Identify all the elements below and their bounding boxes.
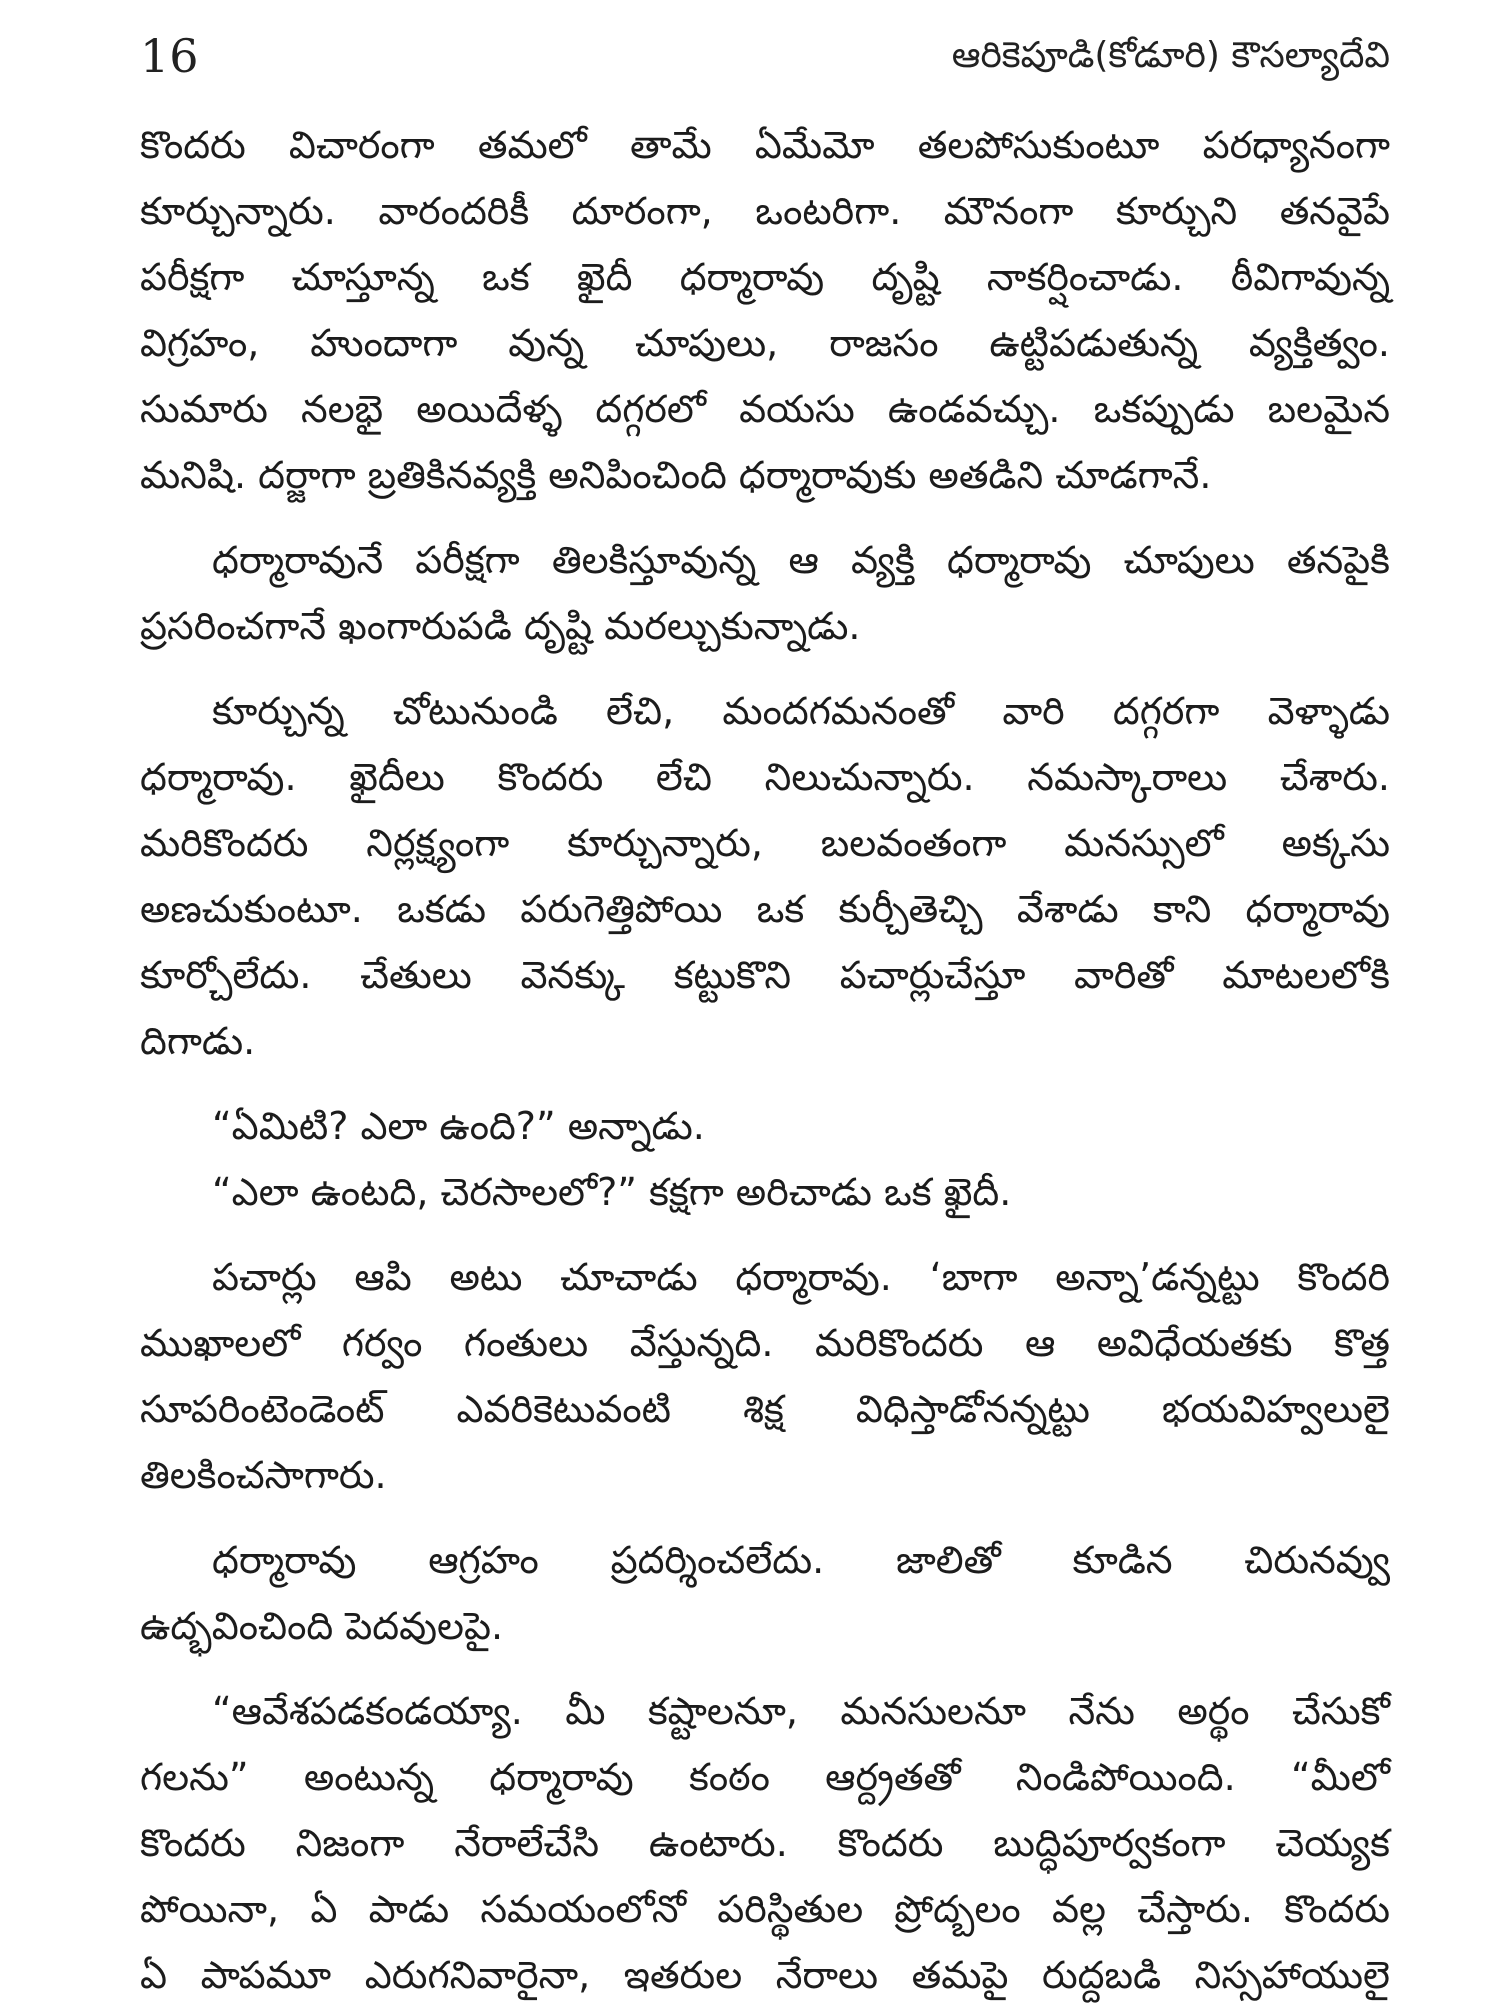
text-line: కూర్చోలేదు. చేతులు వెనక్కు కట్టుకొని పచార్లుచేస్తూ వారితో మాటలలోకి	[140, 953, 1390, 997]
text-line: “ఎలా ఉంటది, చెరసాలలో?” కక్షగా అరిచాడు ఒక ఖైదీ.	[212, 1170, 1012, 1214]
text-line: గలను” అంటున్న ధర్మారావు కంఠం ఆర్ద్రతతో నిండిపోయింది. “మీలో	[140, 1755, 1390, 1799]
page-number: 16	[140, 29, 199, 83]
text-line: విగ్రహం, హుందాగా వున్న చూపులు, రాజసం ఉట్టిపడుతున్న వ్యక్తిత్వం.	[140, 321, 1390, 365]
text-line: ముఖాలలో గర్వం గంతులు వేస్తున్నది. మరికొందరు ఆ అవిధేయతకు కొత్త	[140, 1321, 1390, 1365]
text-line: ఏ పాపమూ ఎరుగనివారైనా, ఇతరుల నేరాలు తమపై రుద్దబడి నిస్సహాయులై	[140, 1953, 1390, 1997]
text-line: పరీక్షగా చూస్తూన్న ఒక ఖైదీ ధర్మారావు దృష్టి నాకర్షించాడు. ఠీవిగావున్న	[140, 255, 1390, 299]
text-line: ప్రసరించగానే ఖంగారుపడి దృష్టి మరల్చుకున్నాడు.	[140, 604, 861, 648]
paragraph	[140, 1159, 1390, 1225]
text-line: ధర్మారావు. ఖైదీలు కొందరు లేచి నిలుచున్నారు. నమస్కారాలు చేశారు.	[140, 755, 1390, 799]
text-line: “ఆవేశపడకండయ్యా. మీ కష్టాలనూ, మనసులనూ నేను అర్థం చేసుకో	[212, 1689, 1390, 1733]
text-line: సూపరింటెండెంట్ ఎవరికెటువంటి శిక్ష విధిస్తాడోనన్నట్టు భయవిహ్వలులై	[140, 1387, 1390, 1431]
running-head: ఆరికెపూడి(కోడూరి) కౌసల్యాదేవి	[951, 35, 1390, 76]
text-line: అణచుకుంటూ. ఒకడు పరుగెత్తిపోయి ఒక కుర్చీతెచ్చి వేశాడు కాని ధర్మారావు	[140, 887, 1390, 931]
text-line: పోయినా, ఏ పాడు సమయంలోనో పరిస్థితుల ప్రోద్బలం వల్ల చేస్తారు. కొందరు	[140, 1887, 1390, 1931]
text-line: కూర్చున్న చోటునుండి లేచి, మందగమనంతో వారి దగ్గరగా వెళ్ళాడు	[212, 689, 1390, 733]
text-line: ఉద్భవించింది పెదవులపై.	[140, 1604, 504, 1648]
paragraph	[140, 1093, 1390, 1159]
paragraph	[140, 527, 1390, 659]
body-text	[140, 112, 1390, 2008]
paragraph	[140, 678, 1390, 1074]
text-line: పచార్లు ఆపి అటు చూచాడు ధర్మారావు. ‘బాగా అన్నా’డన్నట్టు కొందరి	[212, 1255, 1390, 1299]
text-line: తిలకించసాగారు.	[140, 1453, 387, 1497]
text-line: ధర్మారావునే పరీక్షగా తిలకిస్తూవున్న ఆ వ్యక్తి ధర్మారావు చూపులు తనపైకి	[212, 538, 1390, 582]
text-line: మరికొందరు నిర్లక్ష్యంగా కూర్చున్నారు, బలవంతంగా మనస్సులో అక్కసు	[140, 821, 1390, 865]
text-line: కొందరు విచారంగా తమలో తామే ఏమేమో తలపోసుకుంటూ పరధ్యానంగా	[140, 123, 1390, 167]
paragraph	[140, 1244, 1390, 1508]
text-line: కూర్చున్నారు. వారందరికీ దూరంగా, ఒంటరిగా. మౌనంగా కూర్చుని తనవైపే	[140, 189, 1390, 233]
paragraph	[140, 112, 1390, 508]
page-header	[140, 20, 1390, 90]
text-line: సుమారు నలభై అయిదేళ్ళ దగ్గరలో వయసు ఉండవచ్చు. ఒకప్పుడు బలమైన	[140, 387, 1390, 431]
paragraph	[140, 1678, 1390, 2008]
text-line: కొందరు నిజంగా నేరాలేచేసి ఉంటారు. కొందరు బుద్ధిపూర్వకంగా చెయ్యక	[140, 1821, 1390, 1865]
text-line: మనిషి. దర్జాగా బ్రతికినవ్యక్తి అనిపించింది ధర్మారావుకు అతడిని చూడగానే.	[140, 453, 1212, 497]
paragraph	[140, 1527, 1390, 1659]
text-line: దిగాడు.	[140, 1019, 256, 1063]
text-line: “ఏమిటి? ఎలా ఉంది?” అన్నాడు.	[212, 1104, 705, 1148]
text-line: ధర్మారావు ఆగ్రహం ప్రదర్శించలేదు. జాలితో కూడిన చిరునవ్వు	[212, 1538, 1390, 1582]
